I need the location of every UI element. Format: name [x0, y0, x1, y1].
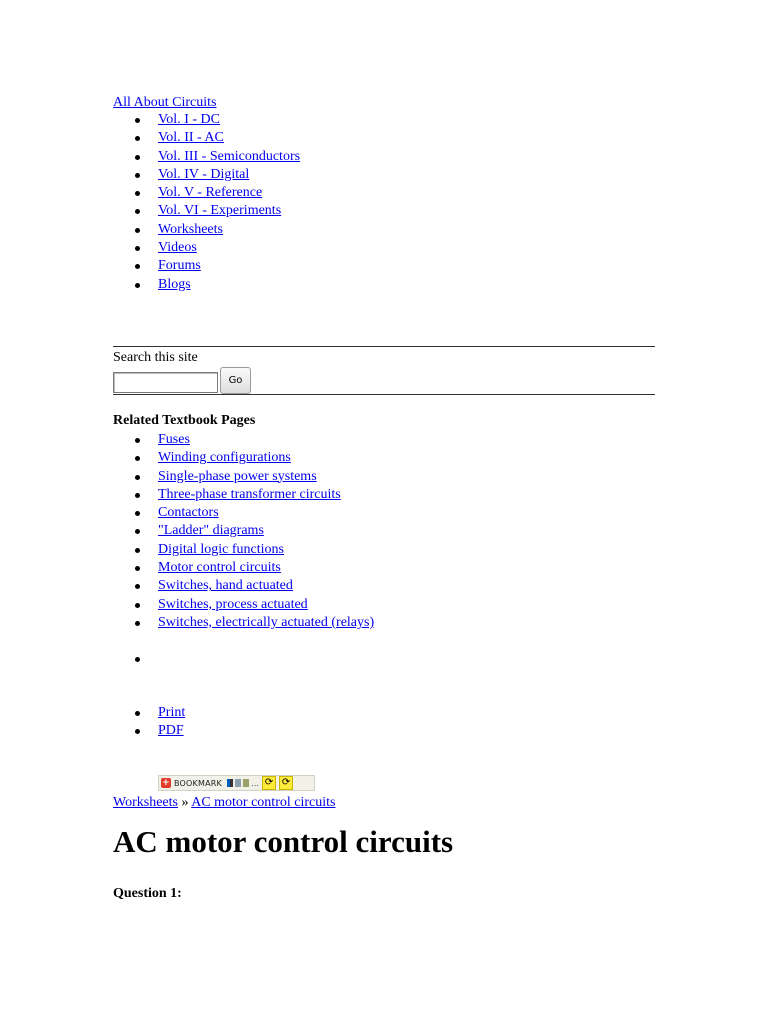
search-label: Search this site [113, 350, 198, 365]
related-item [158, 504, 374, 522]
nav-link[interactable]: Vol. III - Semiconductors [158, 148, 301, 164]
nav-item-vol-2 [158, 129, 655, 147]
related-item [158, 449, 374, 467]
related-link[interactable]: "Ladder" diagrams [158, 523, 264, 539]
furl-icon [243, 779, 249, 787]
nav-link[interactable]: Forums [158, 258, 201, 274]
related-link[interactable]: Winding configurations [158, 450, 291, 466]
nav-item-vol-1 [158, 111, 655, 129]
page-content [113, 94, 655, 901]
empty-list [113, 650, 158, 668]
search-go-button[interactable]: Go [220, 367, 251, 394]
nav-link[interactable]: Vol. V - Reference [158, 185, 263, 201]
related-item [158, 486, 374, 504]
print-link[interactable]: Print [158, 705, 186, 720]
related-link[interactable]: Single-phase power systems [158, 468, 317, 484]
site-home-link[interactable]: All About Circuits [113, 95, 217, 110]
delicious-icon [227, 779, 233, 787]
related-link[interactable]: Switches, process actuated [158, 596, 308, 612]
tools-item-pdf [158, 722, 185, 740]
related-item [158, 522, 374, 540]
related-item [158, 468, 374, 486]
breadcrumb-parent-link[interactable]: Worksheets [113, 795, 178, 810]
nav-item-vol-6 [158, 202, 655, 220]
nav-item-vol-5 [158, 184, 655, 202]
related-link[interactable]: Contactors [158, 505, 219, 521]
digg-icon [235, 779, 241, 787]
nav-item-worksheets [158, 221, 655, 239]
nav-link[interactable]: Videos [158, 240, 197, 256]
related-link[interactable]: Motor control circuits [158, 560, 281, 576]
page-title: AC motor control circuits [113, 824, 454, 859]
related-item [158, 541, 374, 559]
pdf-link[interactable]: PDF [158, 723, 184, 739]
related-link[interactable]: Switches, electrically actuated (relays) [158, 614, 375, 630]
search-box [113, 346, 655, 395]
related-link[interactable]: Three-phase transformer circuits [158, 486, 341, 502]
nav-item-vol-4 [158, 166, 655, 184]
nav-item-blogs [158, 276, 655, 294]
related-link[interactable]: Fuses [158, 432, 190, 447]
breadcrumb-separator: » [181, 795, 189, 810]
yellow-icon: ⟳ [262, 776, 276, 790]
breadcrumb [113, 794, 335, 812]
question-label: Question 1: [113, 886, 182, 901]
nav-link[interactable]: Blogs [158, 276, 191, 292]
bookmark-service-icons [227, 776, 293, 790]
bookmark-label: BOOKMARK [174, 778, 222, 788]
plus-icon: + [162, 778, 170, 788]
breadcrumb-current-link[interactable]: AC motor control circuits [191, 795, 336, 810]
related-item [158, 596, 374, 614]
nav-link[interactable]: Vol. VI - Experiments [158, 203, 282, 219]
bookmark-button[interactable] [158, 775, 315, 791]
related-link[interactable]: Switches, hand actuated [158, 578, 293, 594]
nav-link[interactable]: Worksheets [158, 221, 223, 237]
related-item [158, 577, 374, 595]
related-item [158, 431, 374, 449]
nav-item-vol-3 [158, 148, 655, 166]
related-pages-heading: Related Textbook Pages [113, 413, 256, 428]
nav-link[interactable]: Vol. I - DC [158, 112, 220, 127]
related-link[interactable]: Digital logic functions [158, 541, 284, 557]
nav-link[interactable]: Vol. II - AC [158, 130, 224, 146]
yellow-icon: ⟳ [279, 776, 293, 790]
nav-item-forums [158, 257, 655, 275]
nav-link[interactable]: Vol. IV - Digital [158, 166, 250, 182]
site-nav [113, 111, 655, 294]
nav-item-videos [158, 239, 655, 257]
more-icon: … [250, 778, 260, 788]
related-item [158, 614, 374, 632]
search-input[interactable] [113, 372, 218, 393]
related-item [158, 559, 374, 577]
page-tools-list [113, 704, 185, 741]
tools-item-print [158, 704, 185, 722]
related-pages-list [113, 431, 374, 632]
